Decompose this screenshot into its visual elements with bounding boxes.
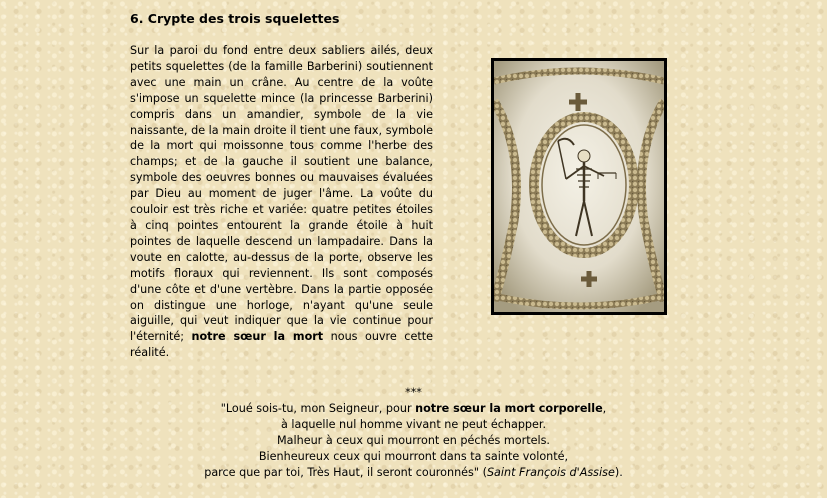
quote-line-1-bold: notre sœur la mort corporelle [415, 402, 603, 415]
section-title: 6. Crypte des trois squelettes [130, 11, 340, 26]
quote-line-2: à laquelle nul homme vivant ne peut échapper. [280, 418, 547, 431]
quote-block [130, 385, 697, 481]
quote-line-5-start: parce que par toi, Très Haut, il seront couronnés" ( [204, 466, 487, 479]
quote-line-3: Malheur à ceux qui mourront en péchés mortels. [276, 434, 550, 447]
paragraph-bold-phrase: notre sœur la mort [191, 330, 324, 344]
crypt-photo-icon [494, 61, 664, 312]
paragraph-text-end: nous ouvre cette réalité. [130, 330, 433, 360]
paragraph-text: Sur la paroi du fond entre deux sabliers ailés, deux petits squelettes (de la famille Barberini) soutiennent avec une main un crâne. Au centre de la voûte s'impose un squelette mince (la princesse Barberini) compris dans un amandier, symbole de la vie naissante, de la main droite il tient une faux, symbole de la mort qui moissonne tous comme l'herbe des champs; et de la gauche il soutient une balance, symbole des oeuvres bonnes ou mauvaises évaluées par Dieu au moment de juger l'âme. La voûte du couloir est très riche et variée: quatre petites étoiles à cinq pointes entourent la grande étoile à huit pointes de laquelle descend un lampadaire. Dans la voute en calotte, au-dessus de la porte, observe les motifs floraux qui reviennent. Ils sont composés d'une côte et d'une vertèbre. Dans la partie opposée on distingue une horloge, n'ayant qu'une seule aiguille, qui veut indiquer que la vie continue pour l'éternité; [130, 44, 433, 344]
quote-line-1-end: , [602, 402, 607, 415]
quote-line-1 [130, 401, 697, 417]
quote-line-5 [130, 465, 697, 481]
crypt-photo [491, 58, 667, 315]
description-paragraph [130, 43, 433, 361]
quote-author: Saint François d'Assise [486, 466, 615, 479]
quote-separator: *** [405, 386, 422, 399]
quote-line-1-start: "Loué sois-tu, mon Seigneur, pour [220, 402, 416, 415]
quote-line-4: Bienheureux ceux qui mourront dans ta sainte volonté, [258, 450, 569, 463]
quote-line-5-end: ). [614, 466, 623, 479]
